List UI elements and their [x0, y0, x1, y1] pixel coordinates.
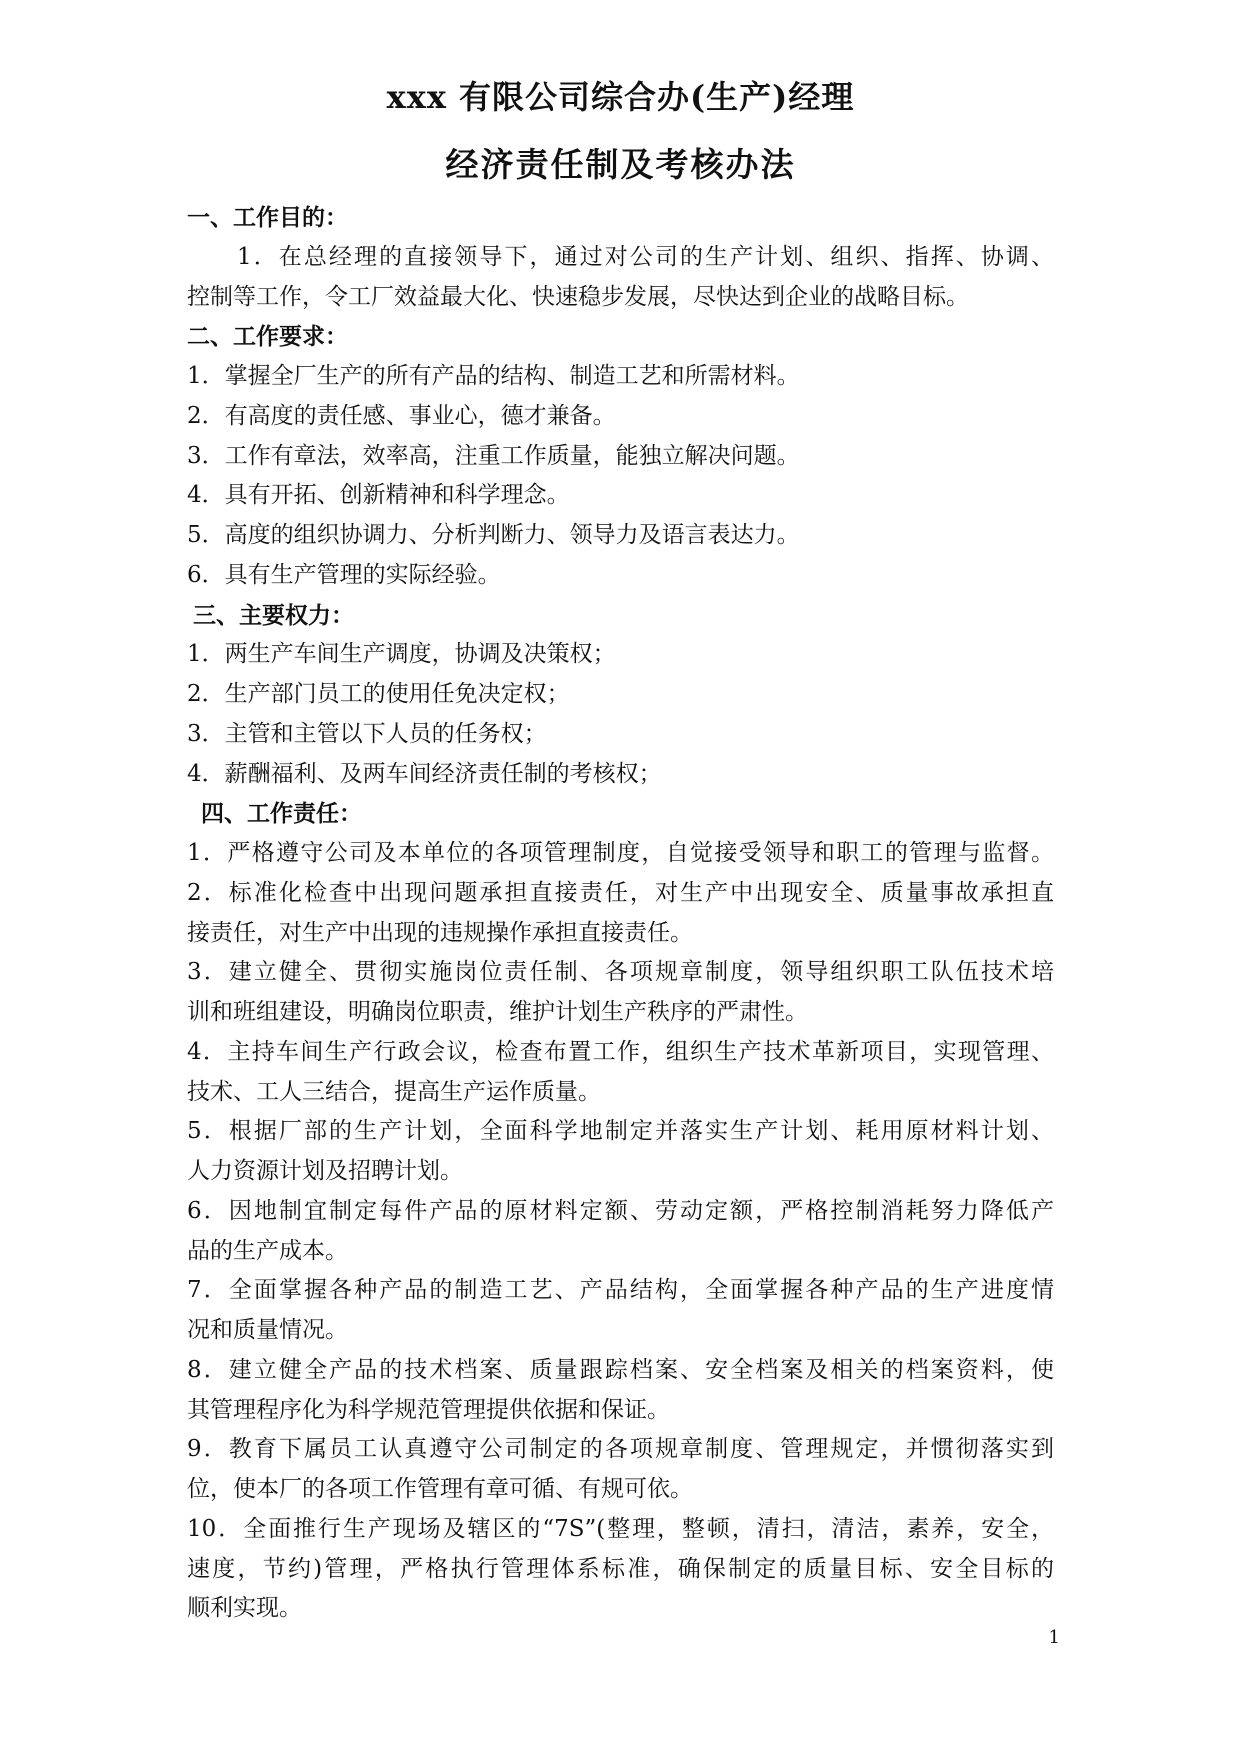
document-title-line-2: 经济责任制及考核办法	[445, 145, 796, 184]
section-heading-purpose: 一、工作目的：	[187, 204, 348, 231]
section-heading-responsibilities: 四、工作责任：	[201, 800, 362, 828]
responsibility-item-line: 2．标准化检查中出现问题承担直接责任，对生产中出现安全、质量事故承担直	[187, 879, 1054, 906]
responsibility-item-line: 7．全面掌握各种产品的制造工艺、产品结构，全面掌握各种产品的生产进度情	[187, 1277, 1054, 1304]
responsibility-item-line: 9．教育下属员工认真遵守公司制定的各项规章制度、管理规定，并惯彻落实到	[187, 1436, 1054, 1463]
responsibility-item-line: 品的生产成本。	[187, 1237, 348, 1264]
responsibility-item-line: 8．建立健全产品的技术档案、质量跟踪档案、安全档案及相关的档案资料，使	[187, 1356, 1054, 1383]
requirement-item: 2．有高度的责任感、事业心，德才兼备。	[187, 402, 616, 429]
responsibility-item-line: 训和班组建设，明确岗位职责，维护计划生产秩序的严肃性。	[187, 999, 808, 1025]
responsibility-item-line: 10．全面推行生产现场及辖区的“7S”(整理，整顿，清扫，清洁，素养，安全，	[187, 1515, 1054, 1542]
power-item: 4．薪酬福利、及两车间经济责任制的考核权；	[187, 760, 662, 787]
responsibility-item-line: 速度，节约)管理，严格执行管理体系标准，确保制定的质量目标、安全目标的	[187, 1555, 1054, 1582]
power-item: 3．主管和主管以下人员的任务权；	[187, 720, 547, 747]
section-heading-powers: 三、主要权力：	[193, 601, 354, 629]
responsibility-item-line: 6．因地制宜制定每件产品的原材料定额、劳动定额，严格控制消耗努力降低产	[187, 1197, 1054, 1224]
responsibility-item-line: 4．主持车间生产行政会议，检查布置工作，组织生产技术革新项目，实现管理、	[187, 1038, 1054, 1065]
requirement-item: 3．工作有章法，效率高，注重工作质量，能独立解决问题。	[187, 442, 800, 469]
requirement-item: 4．具有开拓、创新精神和科学理念。	[187, 482, 570, 509]
page-number: 1	[1048, 1627, 1060, 1648]
responsibility-item-line: 3．建立健全、贯彻实施岗位责任制、各项规章制度，领导组织职工队伍技术培	[187, 959, 1054, 986]
requirement-item: 1．掌握全厂生产的所有产品的结构、制造工艺和所需材料。	[187, 363, 800, 389]
responsibility-item-line: 况和质量情况。	[187, 1317, 348, 1343]
responsibility-item-line: 位，使本厂的各项工作管理有章可循、有规可依。	[187, 1476, 693, 1502]
responsibility-item-line: 其管理程序化为科学规范管理提供依据和保证。	[187, 1396, 670, 1423]
purpose-paragraph-line: 1．在总经理的直接领导下，通过对公司的生产计划、组织、指挥、协调、	[237, 243, 1054, 270]
power-item: 1．两生产车间生产调度，协调及决策权；	[187, 641, 616, 668]
responsibility-item-line: 技术、工人三结合，提高生产运作质量。	[187, 1078, 601, 1105]
requirement-item: 5．高度的组织协调力、分析判断力、领导力及语言表达力。	[187, 522, 800, 548]
document-body	[187, 198, 1054, 1629]
requirement-item: 6．具有生产管理的实际经验。	[187, 561, 501, 588]
purpose-paragraph-line: 控制等工作，令工厂效益最大化、快速稳步发展，尽快达到企业的战略目标。	[187, 283, 969, 310]
responsibility-item-line: 顺利实现。	[187, 1595, 302, 1622]
responsibility-item-line: 1．严格遵守公司及本单位的各项管理制度，自觉接受领导和职工的管理与监督。	[187, 840, 1054, 866]
responsibility-item-line: 接责任，对生产中出现的违规操作承担直接责任。	[187, 919, 693, 946]
section-heading-requirements: 二、工作要求：	[187, 323, 348, 351]
responsibility-item-line: 5．根据厂部的生产计划，全面科学地制定并落实生产计划、耗用原材料计划、	[187, 1118, 1054, 1145]
document-title-line-1: xxx 有限公司综合办(生产)经理	[386, 78, 855, 116]
responsibility-item-line: 人力资源计划及招聘计划。	[187, 1158, 463, 1184]
power-item: 2．生产部门员工的使用任免决定权；	[187, 681, 570, 707]
